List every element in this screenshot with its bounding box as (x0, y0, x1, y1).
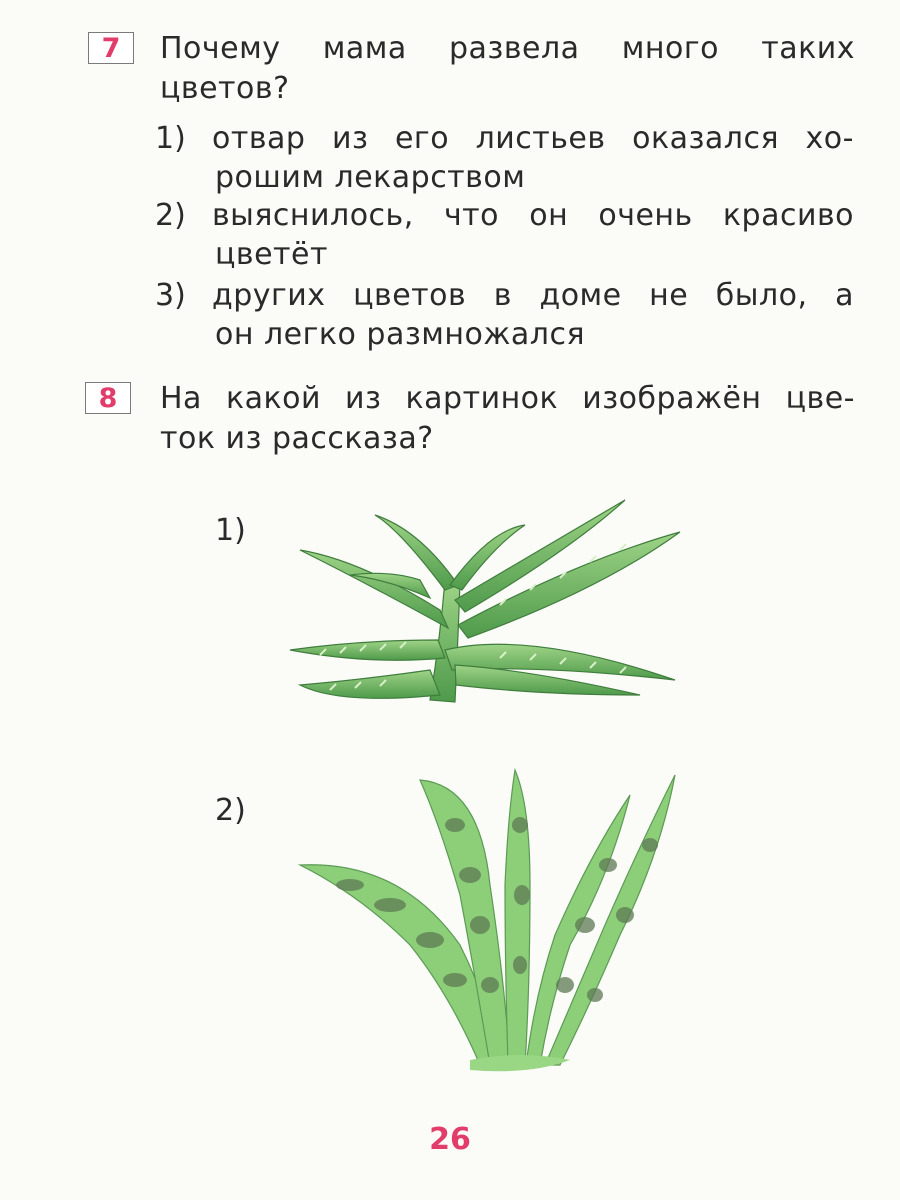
aloe-plant-icon (280, 490, 700, 720)
answer-option-line: он легко размножался (215, 317, 586, 352)
question-number: 8 (98, 382, 118, 414)
answer-option-line: выяснилось, что он очень красиво (212, 198, 854, 233)
picture-option-number: 2) (215, 793, 246, 828)
page-number: 26 (429, 1122, 471, 1157)
picture-option-number: 1) (215, 513, 246, 548)
sansevieria-plant-icon (290, 765, 690, 1085)
question-number-box (88, 32, 134, 64)
answer-option-line: других цветов в доме не было, а (212, 278, 854, 313)
answer-option-line: отвар из его листьев оказался хо- (212, 121, 854, 156)
question-text-line: Почему мама развела много таких (160, 31, 855, 66)
answer-option-line: цветёт (215, 237, 328, 272)
answer-option-number: 2) (155, 198, 186, 233)
answer-option-number: 1) (155, 121, 186, 156)
question-text-line: ток из рассказа? (160, 421, 434, 456)
question-number-box (85, 382, 131, 414)
question-text-line: На какой из картинок изображён цве- (160, 381, 855, 416)
question-text-line: цветов? (160, 71, 290, 106)
question-number: 7 (101, 32, 121, 64)
answer-option-number: 3) (155, 278, 186, 313)
answer-option-line: рошим лекарством (215, 160, 526, 195)
